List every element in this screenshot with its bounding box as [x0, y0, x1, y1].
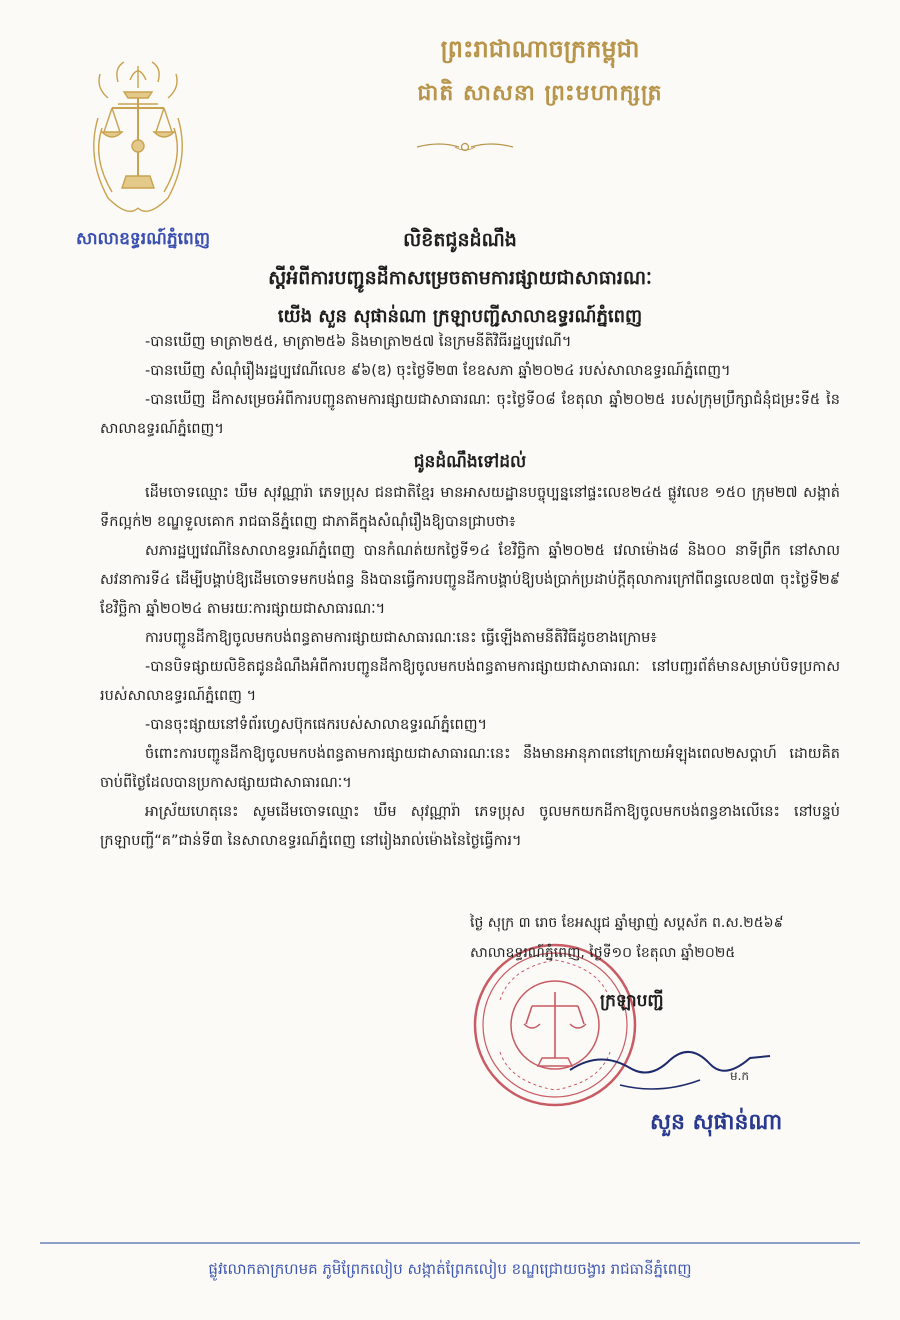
paragraph-effect: ចំពោះការបញ្ជូនដីកាឱ្យចូលមកបង់ពន្ធតាមការផ្សាយជាសាធារណៈនេះ នឹងមានអានុភាពនៅក្រោយអំឡុងពេល២សប្ដាហ៍ ដោយគិតចាប់ពីថ្ងៃដែលបានប្រកាសផ្សាយជាសាធារណៈ។ [100, 746, 840, 791]
procedure-item-2: -បានចុះផ្សាយនៅទំព័រហ្វេសប៊ុកផេករបស់សាលាឧទ្ធរណ៍ភ្នំពេញ។ [145, 717, 488, 733]
divider-ornament [415, 138, 515, 156]
paragraph-hearing: សភារដ្ឋប្បវេណីនៃសាលាឧទ្ធរណ៍ភ្នំពេញ បានកំណត់យកថ្ងៃទី១៤ ខែវិច្ឆិកា ឆ្នាំ២០២៥ វេលាម៉ោង៨ និង០០ នាទីព្រឹក នៅសាលសវនាការទី៤ ដើម្បីបង្គាប់ឱ្យដើមចោទមកបង់ពន្ធ និងបានធ្វើការបញ្ជូនដីកាបង្គាប់ឱ្យបង់ប្រាក់ប្រដាប់ក្ដីតុលាការក្រៅពីពន្ធលេខ៧៣ ចុះថ្ងៃទី២៩ ខែវិច្ឆិកា ឆ្នាំ២០២៤ តាមរយៈការផ្សាយជាសាធារណៈ។ [100, 543, 840, 617]
seen-clause-1: -បានឃើញ មាត្រា២៥៥, មាត្រា២៥៦ និងមាត្រា២៥៧ នៃក្រមនីតិវិធីរដ្ឋប្បវេណី។ [145, 334, 572, 350]
footer-divider [40, 1242, 860, 1244]
national-motto: ជាតិ សាសនា ព្រះមហាក្សត្រ [417, 80, 663, 106]
signer-name: សួន សុផាន់ណា [650, 1110, 783, 1135]
notify-heading: ជូនដំណឹងទៅដល់ [413, 452, 527, 472]
procedure-item-1: -បានបិទផ្សាយលិខិតជូនដំណឹងអំពីការបញ្ជូនដីកាឱ្យចូលមកបង់ពន្ធតាមការផ្សាយជាសាធារណៈ នៅបញ្ជរព័ត៌មានសម្រាប់បិទប្រកាសរបស់សាលាឧទ្ធរណ៍ភ្នំពេញ ។ [100, 659, 840, 704]
court-name-caption: សាលាឧទ្ធរណ៍ភ្នំពេញ [75, 229, 211, 249]
kingdom-title: ព្រះរាជាណាចក្រកម្ពុជា [440, 34, 640, 63]
notice-body [100, 328, 840, 856]
paragraph-procedure: ការបញ្ជូនដីកាឱ្យចូលមកបង់ពន្ធតាមការផ្សាយជាសាធារណៈនេះ ធ្វើឡើងតាមនីតិវិធីដូចខាងក្រោម៖ [145, 630, 657, 646]
kingdom-heading [330, 34, 750, 111]
date-block [470, 908, 870, 968]
footer-address: ផ្លូវលោកតាក្រហមគ ភូមិព្រែកលៀប សង្កាត់ព្រែកលៀប ខណ្ឌជ្រោយចង្វារ រាជធានីភ្នំពេញ [208, 1260, 692, 1278]
court-emblem-logo [78, 58, 198, 223]
notice-subject: ស្ដីអំពីការបញ្ជូនដីកាសម្រេចតាមការផ្សាយជាសាធារណៈ [268, 267, 652, 289]
seen-clause-3: -បានឃើញ ដីកាសម្រេចអំពីការបញ្ជូនតាមការផ្សាយជាសាធារណៈ ចុះថ្ងៃទី០៨ ខែតុលា ឆ្នាំ២០២៥ របស់ក្រុមប្រឹក្សាជំនុំជម្រះទី៥ នៃសាលាឧទ្ធរណ៍ភ្នំពេញ។ [100, 392, 840, 437]
seen-clause-2: -បានឃើញ សំណុំរឿងរដ្ឋប្បវេណីលេខ ៩៦(ឌ) ចុះថ្ងៃទី២៣ ខែឧសភា ឆ្នាំ២០២៤ របស់សាលាឧទ្ធរណ៍ភ្នំពេញ។ [145, 363, 731, 379]
signer-initials: ម.ក [730, 1069, 750, 1083]
issuer-line: យើង សួន សុផាន់ណា ក្រឡាបញ្ជីសាលាឧទ្ធរណ៍ភ្នំពេញ [277, 306, 643, 327]
paragraph-conclusion: អាស្រ័យហេតុនេះ សូមដើមចោទឈ្មោះ ឃឹម សុវណ្ណារ៉ា ភេទប្រុស ចូលមកយកដីកាឱ្យចូលមកបង់ពន្ធខាងលើនេះ នៅបន្ទប់ក្រឡាបញ្ជី“គ”ជាន់ទី៣ នៃសាលាឧទ្ធរណ៍ភ្នំពេញ នៅរៀងរាល់ម៉ោងនៃថ្ងៃធ្វើការ។ [100, 804, 840, 849]
notice-title: លិខិតជូនដំណឹង [403, 229, 517, 251]
lunar-date: ថ្ងៃ សុក្រ ៣ រោច ខែអស្សុជ ឆ្នាំម្សាញ់ សប្តស័ក ព.ស.២៥៦៩ [470, 915, 784, 931]
notice-title-block [140, 228, 780, 331]
signer-title: ក្រឡាបញ្ជី [600, 991, 664, 1011]
paragraph-plaintiff: ដើមចោទឈ្មោះ ឃឹម សុវណ្ណារ៉ា ភេទប្រុស ជនជាតិខ្មែរ មានអាសយដ្ឋានបច្ចុប្បន្ននៅផ្ទះលេខ២៤៥ ផ្លូវលេខ ១៥០ ក្រុម២៧ សង្កាត់ទឹកល្អក់២ ខណ្ឌទួលគោក រាជធានីភ្នំពេញ ជាភាគីក្នុងសំណុំរឿងឱ្យបានជ្រាបថា៖ [100, 485, 840, 530]
solar-date: សាលាឧទ្ធរណ៍ភ្នំពេញ, ថ្ងៃទី១០ ខែតុលា ឆ្នាំ២០២៥ [470, 945, 736, 961]
